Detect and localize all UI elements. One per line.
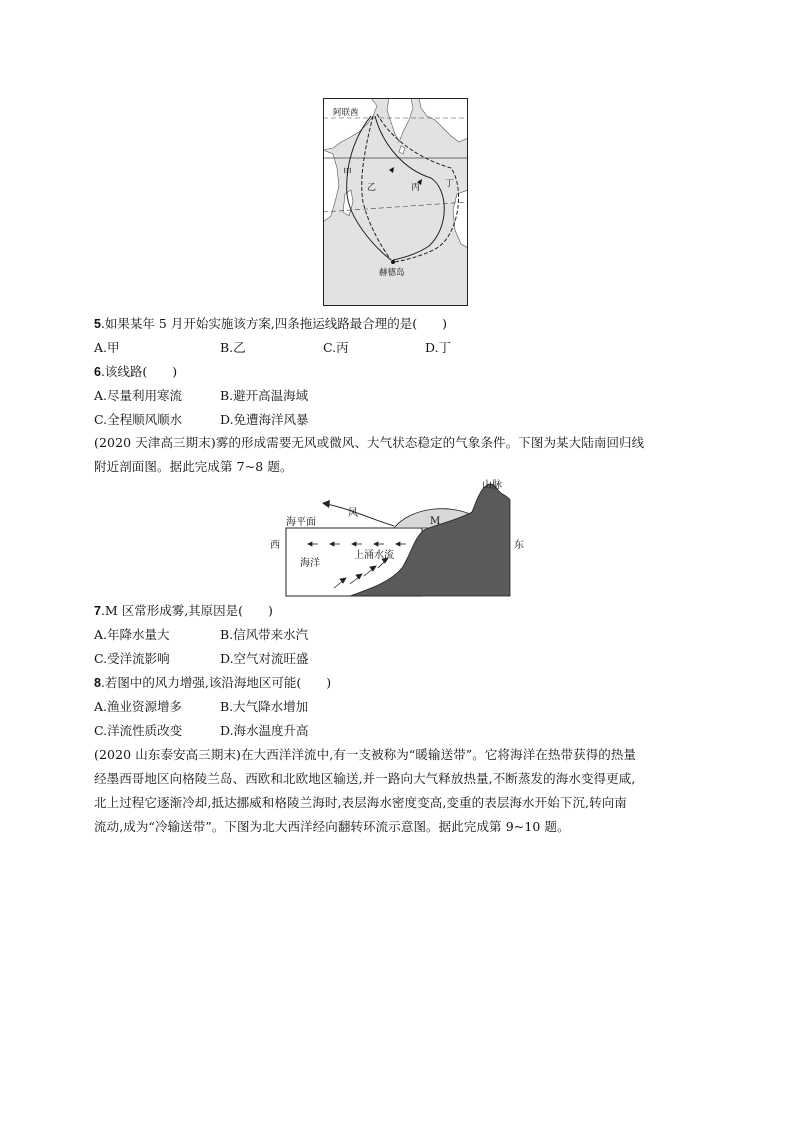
map-label-bing: 丙 [411,183,421,193]
q7-option-d: D.空气对流旺盛 [220,651,309,666]
q7-option-b: B.信风带来水汽 [220,627,309,642]
towing-route-map [323,98,468,306]
q5-option-a: A.甲 [94,340,120,355]
question-number: 7 [94,604,101,618]
question-number: 5 [94,317,101,331]
label-mountain: 山脉 [482,480,502,491]
question-8 [94,675,331,691]
q5-option-d: D.丁 [425,340,452,355]
q8-option-d: D.海水温度升高 [220,723,309,738]
question-6 [94,364,177,380]
label-west: 西 [270,540,280,551]
label-upwelling: 上涌水流 [354,550,394,561]
question-number: 8 [94,676,101,690]
intro-9-10-line2: 经墨西哥地区向格陵兰岛、西欧和北欧地区输送,并一路向大气释放热量,不断蒸发的海水变得更咸, [94,771,636,786]
label-m: M [430,516,441,527]
label-east: 东 [514,540,524,551]
question-stem: .如果某年 5 月开始实施该方案,四条拖运线路最合理的是( ) [100,316,448,331]
map-label-ding: 丁 [445,179,455,189]
intro-7-8-line1: (2020 天津高三期末)雾的形成需要无风或微风、大气状态稳定的气象条件。下图为某大陆南回归线 [94,435,645,450]
label-sea-level: 海平面 [286,517,316,528]
q6-option-c: C.全程顺风顺水 [94,412,183,427]
q8-option-c: C.洋流性质改变 [94,723,183,738]
question-7 [94,603,273,619]
intro-9-10-line3: 北上过程它逐渐冷却,抵达挪威和格陵兰海时,表层海水密度变高,变重的表层海水开始下沉,转向南 [94,795,627,810]
q6-option-a: A.尽量利用寒流 [94,388,183,403]
question-stem: .该线路( ) [100,364,178,379]
label-wind: 风 [348,508,358,519]
question-5 [94,316,447,332]
map-label-alianxi: 阿联酋 [333,108,359,118]
q8-option-a: A.渔业资源增多 [94,699,183,714]
coastal-profile-diagram [262,476,532,602]
map-label-yi: 乙 [367,183,377,193]
question-number: 6 [94,365,101,379]
label-ocean: 海洋 [300,558,320,569]
q6-option-d: D.免遭海洋风暴 [220,412,309,427]
q5-option-c: C.丙 [323,340,349,355]
map-label-hedede: 赫德岛 [379,268,405,278]
intro-7-8-line2: 附近剖面图。据此完成第 7~8 题。 [94,459,293,474]
question-stem: .若图中的风力增强,该沿海地区可能( ) [100,675,332,690]
intro-9-10-line1: (2020 山东泰安高三期末)在大西洋洋流中,有一支被称为“暖输送带”。它将海洋在热带获得的热量 [94,747,637,762]
map-label-jia: 甲 [343,168,353,178]
q6-option-b: B.避开高温海域 [220,388,309,403]
q5-option-b: B.乙 [220,340,246,355]
question-stem: .M 区常形成雾,其原因是( ) [100,603,273,618]
q7-option-a: A.年降水量大 [94,627,170,642]
q7-option-c: C.受洋流影响 [94,651,170,666]
intro-9-10-line4: 流动,成为“冷输送带”。下图为北大西洋经向翻转环流示意图。据此完成第 9~10 题。 [94,819,570,834]
q8-option-b: B.大气降水增加 [220,699,309,714]
